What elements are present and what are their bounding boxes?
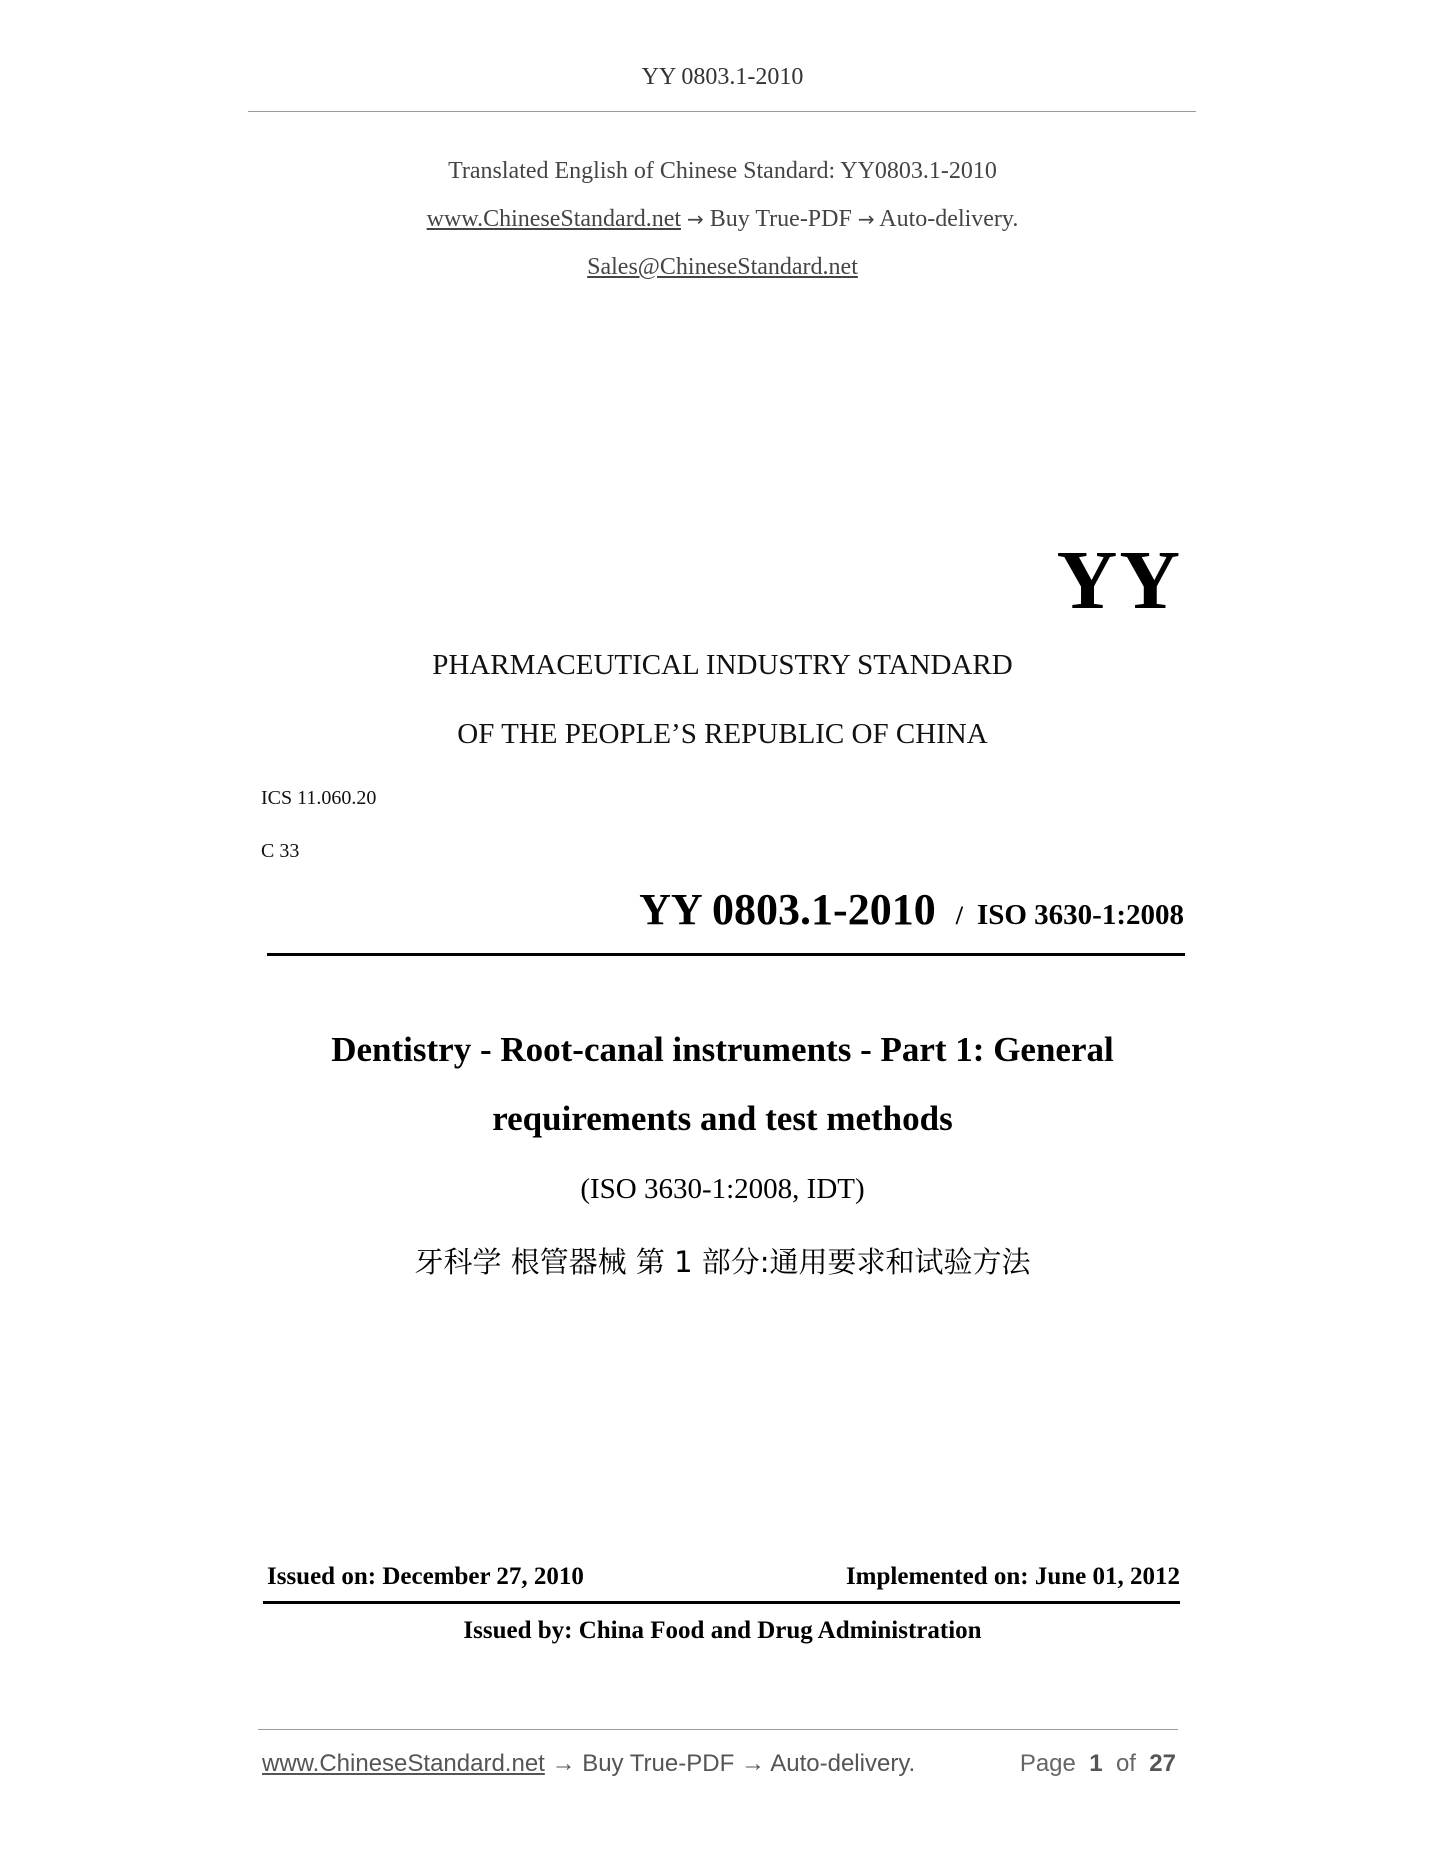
running-header: YY 0803.1-2010 <box>641 64 804 90</box>
dates-divider <box>263 1601 1180 1604</box>
footer-buy-text: Buy True-PDF <box>582 1750 735 1777</box>
issuing-authority: Issued by: China Food and Drug Administration <box>463 1617 982 1644</box>
footer-purchase-line <box>262 1750 915 1778</box>
right-arrow-icon: → <box>857 207 875 231</box>
category-mark: YY <box>1056 534 1182 627</box>
title-line-1: Dentistry - Root-canal instruments - Part 1: General <box>331 1030 1114 1069</box>
yy-number: YY 0803.1-2010 <box>639 885 936 934</box>
right-arrow-icon: → <box>740 1750 765 1777</box>
standard-number <box>639 884 1184 935</box>
email-line <box>0 254 1445 281</box>
number-separator: / <box>955 901 963 930</box>
page-word: Page <box>1019 1750 1076 1777</box>
of-word: of <box>1115 1750 1136 1777</box>
purchase-line <box>0 206 1445 233</box>
translation-notice: Translated English of Chinese Standard: YY0803.1-2010 <box>448 158 997 184</box>
right-arrow-icon: → <box>551 1750 576 1777</box>
header-divider <box>248 111 1196 112</box>
site-link[interactable]: www.ChineseStandard.net <box>426 206 682 232</box>
buy-text: Buy True-PDF <box>709 206 852 232</box>
footer-delivery-text: Auto-delivery. <box>770 1750 916 1777</box>
chinese-title: 牙科学 根管器械 第 1 部分:通用要求和试验方法 <box>414 1245 1031 1279</box>
footer-site-link[interactable]: www.ChineseStandard.net <box>262 1750 545 1777</box>
page-number: 1 <box>1089 1750 1103 1777</box>
issued-on: Issued on: December 27, 2010 <box>267 1563 584 1590</box>
right-arrow-icon: → <box>687 207 704 231</box>
org-line-1: PHARMACEUTICAL INDUSTRY STANDARD <box>432 649 1013 681</box>
title-line-2: requirements and test methods <box>492 1099 953 1138</box>
footer-divider <box>258 1729 1178 1730</box>
org-line-2: OF THE PEOPLE’S REPUBLIC OF CHINA <box>457 718 988 750</box>
number-underline <box>267 953 1185 956</box>
equivalence-note: (ISO 3630-1:2008, IDT) <box>580 1173 865 1205</box>
iso-number: ISO 3630-1:2008 <box>976 899 1184 931</box>
dates-row <box>267 1563 1180 1591</box>
implemented-on: Implemented on: June 01, 2012 <box>845 1563 1180 1590</box>
ccs-code: C 33 <box>261 840 300 862</box>
page-indicator <box>1020 1750 1176 1778</box>
email-link[interactable]: Sales@ChineseStandard.net <box>587 254 858 280</box>
ics-code: ICS 11.060.20 <box>261 787 377 809</box>
delivery-text: Auto-delivery. <box>879 206 1019 232</box>
page-total: 27 <box>1149 1750 1176 1777</box>
